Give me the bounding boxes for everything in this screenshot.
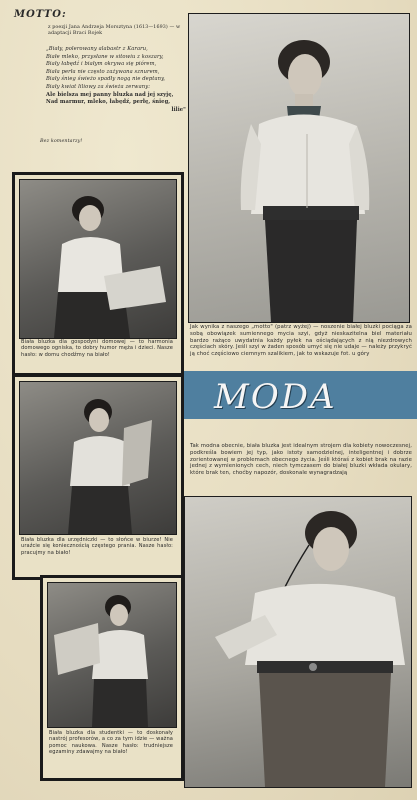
poem-line: Biały kwiat liliowy za świeża zerwany: bbox=[46, 83, 151, 90]
photo-frame-housewife bbox=[12, 172, 184, 376]
poem-bold-line: Ale bielsza mej panny bluzka nad jej szyję, bbox=[46, 91, 174, 98]
woman-with-book-illustration bbox=[48, 583, 176, 727]
poem-line: „Biały, polerowany alabastr z Kararu, bbox=[46, 46, 148, 52]
poem-bold-line: lilie" bbox=[171, 106, 186, 113]
poem-bold-line: Nad marmur, mleko, łabędź, perłę, śnieg, bbox=[46, 99, 171, 106]
woman-with-folder-illustration bbox=[20, 382, 176, 534]
comment: Bez komentarzy! bbox=[40, 139, 83, 144]
article-para-1: Jak wynika z naszego „motto" (patrz wyżej) — noszenie białej bluzki pociąga za sobą obowiązek sumiennego mycia szyi, gdyż nieskazitelna biel materiału bardzo rażąco uwydatnia każdy pyłek na ościądających z nią niezdrowych częściach skóry. Jeśli szyi w żaden sposób umyć się nie udaje — należy przykryć ją choć częściowo ciemnym szalikiem, jak to wskazuje fot. u góry bbox=[190, 324, 412, 358]
woman-reading-illustration bbox=[20, 180, 176, 338]
photo-housewife bbox=[19, 179, 177, 339]
caption-clerk: Biała bluzka dla urzędniczki — to słońce w biurze! Nie uraźcie się koniecznością częstego prania. Nasze hasło: pracujmy na biało! bbox=[21, 537, 173, 556]
photo-frame-student bbox=[40, 575, 184, 781]
poem-line: Biały łabędź i białym okrywa się piórem, bbox=[46, 61, 157, 68]
poem bbox=[46, 46, 186, 114]
poem-source: z poezji Jana Andrzeja Morsztyna (1613—1693) — w adaptacji Braci Rojek bbox=[48, 25, 181, 36]
woman-glasses-illustration bbox=[185, 497, 411, 787]
woman-figure-illustration bbox=[189, 14, 409, 322]
photo-student bbox=[47, 582, 177, 728]
moda-heading: MODA bbox=[214, 377, 337, 417]
motto-title: MOTTO: bbox=[14, 9, 67, 20]
photo-frame-clerk bbox=[12, 374, 184, 580]
caption-housewife: Biała bluzka dla gospodyni domowej — to harmonia domowego ogniska, to dobry humor męża i dzieci. Nasze hasło: w domu chodźmy na biało! bbox=[21, 339, 173, 358]
photo-woman-scarf bbox=[188, 13, 410, 323]
article-para-2: Tak modna obecnie, biała bluzka jest idealnym strojem dla kobiety nowoczesnej, podkreśla bowiem jej typ, jako istoty samodzielnej, inteligentnej i dobrze zorientowanej w problemach obecnego życia. Jeśli któraś z kobiet brak na razie jednej z wymienionych cech, niech tymczasem do białej bluzki wkłada okulary, które brak ten, choćby napozór, doskonale wynagradzają bbox=[190, 443, 412, 477]
photo-clerk bbox=[19, 381, 177, 535]
poem-line: Białe mleko, przysłane w sitowiu z koszary, bbox=[46, 53, 164, 60]
poem-line: Biały śnieg świeżo spadły nogą nie deptany, bbox=[46, 76, 166, 83]
photo-woman-glasses bbox=[184, 496, 412, 788]
caption-student: Biała bluzka dla studentki — to doskonały nastrój profesorów, a co za tym idzie — ważna pomoc naukowa. Nasze hasło: trudniejsze egzaminy zdawajmy na biało! bbox=[49, 730, 173, 756]
poem-line: Biała perła nie często zażywana sznurem, bbox=[46, 68, 160, 75]
